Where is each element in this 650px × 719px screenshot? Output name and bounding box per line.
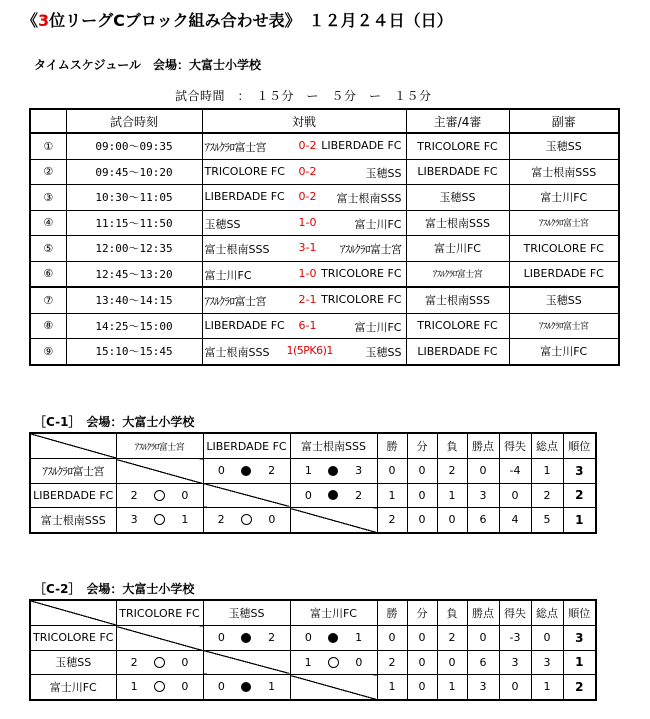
c2-header-cell: 勝 [377,600,407,626]
goals-for: 0 [217,464,225,478]
schedule-row [30,133,619,159]
c2-result-cell [203,675,290,700]
c2-points: 0 [467,626,499,651]
win-circle-icon [154,657,165,668]
away-team: 玉穂SS [365,346,402,359]
c2-points: 6 [467,650,499,675]
loss-dot-icon [328,490,338,500]
c1-result-cell [290,459,377,484]
win-circle-icon [241,514,252,525]
c1-points: 6 [467,508,499,533]
match-number: ① [30,133,66,159]
schedule-header-cell: 主審/4審 [406,109,509,133]
c2-rank: 2 [563,675,596,700]
page-title [22,8,453,31]
c1-result-cell [116,508,203,533]
c1-corner-cell [30,433,116,459]
schedule-header-cell: 試合時刻 [66,109,202,133]
match-time: 09:45～10:20 [66,159,202,185]
schedule-row [30,261,619,287]
c2-team-name: 玉穂SS [30,650,116,675]
match-pairing [202,313,406,339]
schedule-header-cell: 副審 [509,109,619,133]
schedule-row [30,287,619,313]
away-team: TRICOLORE FC [321,266,402,280]
c2-total-goals: 0 [531,626,563,651]
c1-header-row [30,433,596,459]
match-score: 2-1 [298,293,317,306]
referee: TRICOLORE FC [406,313,509,339]
referee: 富士根南SSS [406,210,509,236]
c1-total-goals: 1 [531,459,563,484]
assistant-referee: 玉穂SS [509,287,619,313]
match-number: ② [30,159,66,185]
away-team: 富士川FC [354,320,402,334]
match-number: ⑧ [30,313,66,339]
c2-self-cell [290,675,377,700]
goals-for: 1 [130,680,138,694]
c2-header-cell: 総点 [531,600,563,626]
c1-losses: 1 [437,483,467,508]
c1-goal-difference: 0 [499,483,531,508]
c2-header-cell: 得失 [499,600,531,626]
match-pairing [202,339,406,365]
goals-for: 0 [304,631,312,645]
away-team: 玉穂SS [365,166,402,180]
c2-rank: 3 [563,626,596,651]
goals-for: 2 [130,488,138,502]
schedule-row [30,210,619,236]
match-time: 09:00～09:35 [66,133,202,159]
c1-header-cell: 勝 [377,433,407,459]
home-team: TRICOLORE FC [204,164,285,178]
match-score: 1-0 [298,215,317,229]
c1-goal-difference: -4 [499,459,531,484]
match-time: 12:00～12:35 [66,236,202,262]
match-number: ④ [30,210,66,236]
c1-losses: 2 [437,459,467,484]
home-team: LIBERDADE FC [204,318,285,332]
schedule-row [30,185,619,211]
goals-against: 0 [181,655,189,669]
c1-league-table [29,432,597,534]
c2-wins: 0 [377,626,407,651]
goals-for: 2 [217,513,225,527]
c1-total-goals: 5 [531,508,563,533]
home-team: LIBERDADE FC [204,190,285,203]
match-score: 1-0 [298,266,317,280]
schedule-row [30,313,619,339]
schedule-row [30,236,619,262]
c2-header-row [30,600,596,626]
c1-team-name: ｱｽﾙｸﾗﾛ富士宮 [30,459,116,484]
match-time: 14:25～15:00 [66,313,202,339]
loss-dot-icon [328,466,338,476]
c2-result-cell [116,675,203,700]
c1-goal-difference: 4 [499,508,531,533]
c1-team-name: 富士根南SSS [30,508,116,533]
goals-for: 0 [217,631,225,645]
c2-team-name: TRICOLORE FC [30,626,116,651]
assistant-referee: 富士根南SSS [509,159,619,185]
c1-header-cell: ｱｽﾙｸﾗﾛ富士宮 [116,433,203,459]
goals-against: 2 [268,631,276,645]
goals-against: 1 [355,631,363,645]
goals-against: 0 [181,488,189,502]
c2-team-row [30,675,596,700]
away-team: TRICOLORE FC [321,293,402,306]
match-number: ③ [30,185,66,211]
away-team: LIBERDADE FC [321,139,402,152]
match-score: 3-1 [298,241,317,254]
c1-wins: 1 [377,483,407,508]
c1-wins: 2 [377,508,407,533]
c1-rank: 3 [563,459,596,484]
title-rank-number: 3 [38,11,50,30]
c2-header-cell: 分 [407,600,437,626]
win-circle-icon [154,514,165,525]
match-time: 12:45～13:20 [66,261,202,287]
c1-result-cell [203,508,290,533]
c2-self-cell [116,626,203,651]
c2-team-name: 富士川FC [30,675,116,700]
home-team: 玉穂SS [204,217,241,231]
assistant-referee: 玉穂SS [509,133,619,159]
match-time: 11:15～11:50 [66,210,202,236]
c1-header-cell: 分 [407,433,437,459]
assistant-referee: ｱｽﾙｸﾗﾛ富士宮 [509,313,619,339]
loss-dot-icon [241,633,251,643]
c1-team-row [30,508,596,533]
match-time: 13:40～14:15 [66,287,202,313]
match-time: 15:10～15:45 [66,339,202,365]
schedule-header-row [30,109,619,133]
c1-total-goals: 2 [531,483,563,508]
goals-for: 0 [304,488,312,502]
c2-header-cell: 負 [437,600,467,626]
assistant-referee: 富士川FC [509,339,619,365]
match-pairing [202,133,406,159]
c2-header-cell: 富士川FC [290,600,377,626]
goals-for: 1 [304,464,312,478]
c1-header-cell: 得失 [499,433,531,459]
home-team: ｱｽﾙｸﾗﾛ富士宮 [204,295,266,308]
referee: 玉穂SS [406,185,509,211]
c1-points: 3 [467,483,499,508]
goals-for: 1 [304,655,312,669]
schedule-table [29,108,620,366]
c1-self-cell [290,508,377,533]
c1-title: ［C-1］ 会場：大富士小学校 [34,415,195,429]
schedule-row [30,339,619,365]
match-pairing [202,210,406,236]
loss-dot-icon [241,466,251,476]
c1-result-cell [203,459,290,484]
home-team: ｱｽﾙｸﾗﾛ富士宮 [204,141,266,154]
c2-goal-difference: -3 [499,626,531,651]
title-date: １２月２４日（日） [308,11,453,30]
c1-header-cell: LIBERDADE FC [203,433,290,459]
c2-result-cell [116,650,203,675]
c2-draws: 0 [407,626,437,651]
match-pairing [202,287,406,313]
win-circle-icon [154,490,165,501]
c1-self-cell [116,459,203,484]
c1-result-cell [116,483,203,508]
c2-draws: 0 [407,675,437,700]
referee: ｱｽﾙｸﾗﾛ富士宮 [406,261,509,287]
c2-header-cell: 勝点 [467,600,499,626]
goals-against: 0 [268,513,276,527]
c2-result-cell [290,626,377,651]
match-pairing [202,185,406,211]
match-pairing [202,159,406,185]
c1-result-cell [290,483,377,508]
goals-against: 1 [268,680,276,694]
c2-total-goals: 1 [531,675,563,700]
c2-total-goals: 3 [531,650,563,675]
c2-wins: 2 [377,650,407,675]
goals-against: 2 [268,464,276,478]
referee: 富士根南SSS [406,287,509,313]
away-team: 富士川FC [354,217,402,231]
c1-points: 0 [467,459,499,484]
match-pairing [202,261,406,287]
goals-against: 3 [355,464,363,478]
goals-against: 1 [181,513,189,527]
c2-header-cell: TRICOLORE FC [116,600,203,626]
match-time: 10:30～11:05 [66,185,202,211]
assistant-referee: LIBERDADE FC [509,261,619,287]
title-prefix: 《 [22,11,39,30]
c2-title: ［C-2］ 会場：大富士小学校 [34,582,195,596]
goals-against: 2 [355,488,363,502]
home-team: 富士根南SSS [204,243,270,256]
match-score: 0-2 [298,139,317,152]
referee: TRICOLORE FC [406,133,509,159]
c1-team-row [30,459,596,484]
c1-rank: 1 [563,508,596,533]
schedule-row [30,159,619,185]
c1-draws: 0 [407,483,437,508]
match-score: 0-2 [298,164,317,178]
c2-losses: 1 [437,675,467,700]
home-team: 富士川FC [204,268,252,282]
c2-points: 3 [467,675,499,700]
c2-result-cell [290,650,377,675]
c1-team-name: LIBERDADE FC [30,483,116,508]
c1-header-cell: 勝点 [467,433,499,459]
match-number: ⑥ [30,261,66,287]
schedule-title: タイムスケジュール 会場：大富士小学校 [34,58,262,72]
c1-wins: 0 [377,459,407,484]
c2-league-table [29,599,597,701]
match-pairing [202,236,406,262]
win-circle-icon [154,681,165,692]
c1-draws: 0 [407,508,437,533]
c1-header-cell: 負 [437,433,467,459]
referee: LIBERDADE FC [406,159,509,185]
match-score: 1(5PK6)1 [286,344,333,357]
referee: 富士川FC [406,236,509,262]
c2-header-cell: 順位 [563,600,596,626]
c2-goal-difference: 3 [499,650,531,675]
c2-self-cell [203,650,290,675]
c2-losses: 2 [437,626,467,651]
goals-for: 2 [130,655,138,669]
c1-header-cell: 総点 [531,433,563,459]
c2-corner-cell [30,600,116,626]
schedule-header-cell [30,109,66,133]
c1-header-cell: 富士根南SSS [290,433,377,459]
match-number: ⑤ [30,236,66,262]
goals-for: 0 [217,680,225,694]
assistant-referee: 富士川FC [509,185,619,211]
schedule-header-cell: 対戦 [202,109,406,133]
c2-result-cell [203,626,290,651]
match-number: ⑦ [30,287,66,313]
c2-losses: 0 [437,650,467,675]
match-score: 0-2 [298,190,317,203]
c1-rank: 2 [563,483,596,508]
away-team: ｱｽﾙｸﾗﾛ富士宮 [340,243,402,256]
c1-draws: 0 [407,459,437,484]
match-number: ⑨ [30,339,66,365]
c2-wins: 1 [377,675,407,700]
home-team: 富士根南SSS [204,346,270,359]
c2-team-row [30,650,596,675]
c2-draws: 0 [407,650,437,675]
c2-header-cell: 玉穂SS [203,600,290,626]
goals-against: 0 [355,655,363,669]
c2-team-row [30,626,596,651]
referee: LIBERDADE FC [406,339,509,365]
match-score: 6-1 [298,318,317,332]
goals-against: 0 [181,680,189,694]
match-duration: 試合時間 ： １５分 ー ５分 ー １５分 [175,89,432,103]
c2-goal-difference: 0 [499,675,531,700]
away-team: 富士根南SSS [336,192,402,205]
goals-for: 3 [130,513,138,527]
loss-dot-icon [241,682,251,692]
loss-dot-icon [328,633,338,643]
c1-self-cell [203,483,290,508]
assistant-referee: TRICOLORE FC [509,236,619,262]
c1-team-row [30,483,596,508]
title-text: 位リーグCブロック組み合わせ表》 [49,11,293,30]
win-circle-icon [328,657,339,668]
assistant-referee: ｱｽﾙｸﾗﾛ富士宮 [509,210,619,236]
c1-header-cell: 順位 [563,433,596,459]
c2-rank: 1 [563,650,596,675]
c1-losses: 0 [437,508,467,533]
